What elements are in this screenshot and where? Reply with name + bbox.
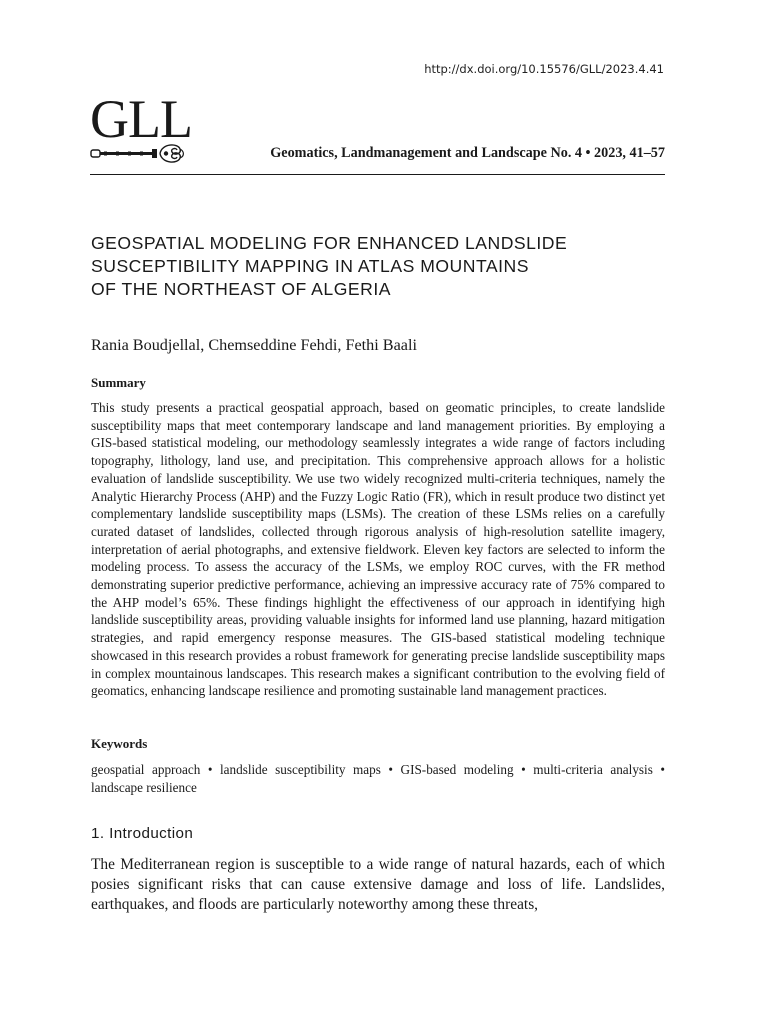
doi-link[interactable]: http://dx.doi.org/10.15576/GLL/2023.4.41 bbox=[424, 62, 664, 76]
authors: Rania Boudjellal, Chemseddine Fehdi, Fethi Baali bbox=[91, 336, 417, 354]
title-line: GEOSPATIAL MODELING FOR ENHANCED LANDSLIDE bbox=[91, 233, 568, 253]
journal-header bbox=[90, 141, 665, 167]
keywords-text: geospatial approach • landslide susceptibility maps • GIS-based modeling • multi-criteria analysis • landscape resilience bbox=[91, 762, 665, 795]
introduction-text: The Mediterranean region is susceptible to a wide range of natural hazards, each of which posies significant risks that can cause extensive damage and loss of life. Landslides, earthquakes, and floods are particularly noteworthy among these threats, bbox=[91, 856, 665, 913]
title-line: SUSCEPTIBILITY MAPPING IN ATLAS MOUNTAINS bbox=[91, 256, 529, 276]
title-line: OF THE NORTHEAST OF ALGERIA bbox=[91, 279, 391, 299]
key-scroll-icon bbox=[90, 141, 190, 167]
article-title bbox=[91, 232, 651, 301]
introduction-heading: 1. Introduction bbox=[91, 825, 194, 842]
summary-heading: Summary bbox=[91, 375, 146, 390]
journal-logo: GLL bbox=[90, 89, 192, 149]
header-divider bbox=[90, 174, 665, 175]
journal-citation: Geomatics, Landmanagement and Landscape No. 4 • 2023, 41–57 bbox=[270, 145, 665, 161]
keywords-heading: Keywords bbox=[91, 736, 148, 751]
summary-text: This study presents a practical geospatial approach, based on geomatic principles, to create landslide susceptibility maps that meet contemporary landscape and land management priorities. By employing a GIS-based statistical modeling, our methodology seamlessly integrates a wide range of factors including topography, lithology, land use, and precipitation. This comprehensive approach allows for a holistic evaluation of landslide susceptibility. We use two widely recognized multi-criteria techniques, namely the Analytic Hierarchy Process (AHP) and the Fuzzy Logic Ratio (FR), which in result produce two distinct yet complementary landslide susceptibility maps (LSMs). The creation of these LSMs relies on a carefully curated dataset of landslides, collected through rigorous analysis of high-resolution satellite imagery, interpretation of aerial photographs, and extensive fieldwork. Eleven key factors are selected to inform the modeling process. To assess the accuracy of the LSMs, we employ ROC curves, with the FR method demonstrating superior predictive performance, achieving an impressive accuracy rate of 75% compared to the AHP model’s 65%. These findings highlight the effectiveness of our approach in identifying high landslide susceptibility areas, providing valuable insights for informed land use planning, hazard mitigation strategies, and rapid emergency response measures. The GIS-based statistical modeling technique showcased in this research provides a robust framework for generating precise landslide susceptibility maps in complex mountainous landscapes. This research makes a significant contribution to the evolving field of geomatics, enhancing landscape resilience and promoting sustainable land management practices. bbox=[91, 400, 665, 699]
